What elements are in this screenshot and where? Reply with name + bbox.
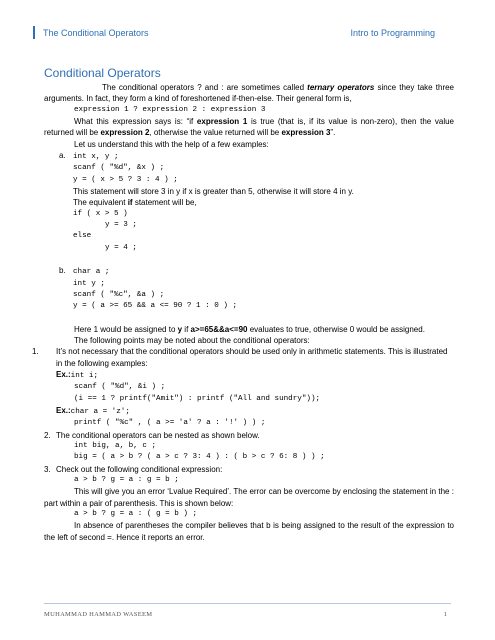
point-3-number: 3. bbox=[44, 464, 51, 474]
code-line: if ( x > 5 ) bbox=[73, 209, 128, 218]
code-line: a > b ? g = a : ( g = b ) ; bbox=[74, 510, 198, 519]
intro-paragraph bbox=[44, 82, 454, 105]
explain-text-4: ”. bbox=[330, 128, 336, 138]
code-line: y = ( a >= 65 && a <= 90 ? 1 : 0 ) ; bbox=[73, 302, 238, 311]
code-line: int big, a, b, c ; bbox=[74, 441, 157, 450]
points-intro: The following points may be noted about the conditional operators: bbox=[74, 335, 310, 345]
document-body bbox=[32, 82, 455, 543]
point-1-number: 1. bbox=[32, 347, 39, 357]
code-line: a > b ? g = a : g = b ; bbox=[74, 476, 179, 484]
code-line: int i; bbox=[70, 371, 99, 380]
explanation-paragraph bbox=[44, 116, 454, 139]
point-1-body: It’s not necessary that the conditional operators should be used only in arithmetic statements. This is illustrated in the following examples: bbox=[56, 347, 448, 368]
equiv-text-1: The equivalent bbox=[73, 198, 128, 208]
point-2-body: The conditional operators can be nested as shown below. bbox=[56, 430, 260, 440]
explain-text-3: , otherwise the value returned will be bbox=[149, 128, 282, 138]
equiv-text-2: statement will be, bbox=[132, 198, 197, 208]
header-accent-bar bbox=[33, 26, 35, 39]
explain-text-1: What this expression says is: “if bbox=[74, 117, 197, 127]
point-2-text bbox=[44, 430, 454, 441]
intro-text-1: The conditional operators ? and : are sometimes called bbox=[102, 83, 308, 92]
point-3-text bbox=[44, 464, 454, 475]
footer-page-number: 1 bbox=[443, 611, 447, 618]
point-1-text bbox=[32, 346, 454, 369]
example-label: Ex.: bbox=[56, 405, 71, 415]
point-2-number: 2. bbox=[44, 430, 51, 440]
code-line: y = ( x > 5 ? 3 : 4 ) ; bbox=[73, 175, 178, 184]
code-line: int y ; bbox=[73, 279, 105, 288]
assign-text-3: evaluates to true, otherwise 0 would be assigned. bbox=[247, 324, 425, 334]
explain-bold-2: expression 2 bbox=[100, 128, 150, 138]
example-a bbox=[44, 150, 454, 254]
point-1 bbox=[32, 346, 454, 429]
point-3-body: Check out the following conditional expression: bbox=[56, 464, 223, 474]
footer-author: MUHAMMAD HAMMAD WASEEM bbox=[44, 611, 153, 618]
code-line: scanf ( "%d", &i ) ; bbox=[74, 383, 166, 392]
explain-text-2: is true (that is, if its value is non-zero), then the value returned will be bbox=[44, 117, 455, 138]
example-b-label: b. bbox=[59, 266, 66, 276]
example-b bbox=[44, 265, 454, 312]
code-line: printf ( "%c" , ( a >= 'a' ? a : '!' ) ) ; bbox=[74, 419, 266, 428]
intro-emphasis: ternary operators bbox=[307, 83, 375, 92]
code-line: scanf ( "%d", &x ) ; bbox=[73, 164, 165, 173]
section-title: Conditional Operators bbox=[44, 66, 161, 80]
header-left-title: The Conditional Operators bbox=[43, 28, 149, 38]
point-3-description-2: In absence of parentheses the compiler believes that b is being assigned to the result of the expression to the left of second =. Hence it reports an error. bbox=[44, 521, 454, 542]
footer-divider bbox=[44, 603, 451, 604]
intro-text-2: since they take three arguments. In fact, they form a kind of foreshortened if-then-else. Their general form is, bbox=[44, 83, 455, 104]
explain-bold-1: expression 1 bbox=[196, 117, 248, 127]
code-line: y = 4 ; bbox=[105, 243, 137, 252]
code-line: char a = 'z'; bbox=[70, 407, 130, 416]
example-a-description: This statement will store 3 in y if x is greater than 5, otherwise it will store 4 in y. bbox=[73, 187, 354, 197]
code-line: int x, y ; bbox=[73, 153, 119, 162]
examples-intro: Let us understand this with the help of a few examples: bbox=[74, 139, 269, 149]
page-header bbox=[33, 24, 435, 40]
example-a-label: a. bbox=[59, 151, 66, 161]
assign-text-2: if bbox=[182, 324, 191, 334]
header-right-title: Intro to Programming bbox=[350, 28, 435, 38]
code-line: big = ( a > b ? ( a > c ? 3: 4 ) : ( b > c ? 6: 8 ) ) ; bbox=[74, 453, 325, 462]
code-line: scanf ( "%c", &a ) ; bbox=[73, 290, 165, 299]
point-2 bbox=[44, 430, 454, 464]
code-line: char a ; bbox=[73, 268, 110, 277]
assign-bold-2: a>=65&&a<=90 bbox=[190, 324, 248, 334]
code-line: y = 3 ; bbox=[105, 221, 137, 230]
example-a-equivalent bbox=[59, 197, 454, 208]
point-3-description: This will give you an error ‘Lvalue Required’. The error can be overcome by enclosing the statement in the : part within a pair of parenthesis. This is shown below: bbox=[44, 487, 454, 508]
example-label: Ex.: bbox=[56, 369, 71, 379]
assign-text-1: Here 1 would be assigned to bbox=[74, 324, 178, 334]
assignment-paragraph bbox=[44, 324, 454, 335]
code-line: (i == 1 ? printf("Amit") : printf ("All and sundry")); bbox=[74, 394, 321, 403]
explain-bold-3: expression 3 bbox=[281, 128, 331, 138]
general-form-code: expression 1 ? expression 2 : expression 3 bbox=[74, 105, 266, 114]
code-line: else bbox=[73, 232, 92, 241]
equiv-bold: if bbox=[127, 198, 133, 208]
assign-bold-1: y bbox=[177, 324, 183, 334]
point-3 bbox=[44, 464, 454, 543]
